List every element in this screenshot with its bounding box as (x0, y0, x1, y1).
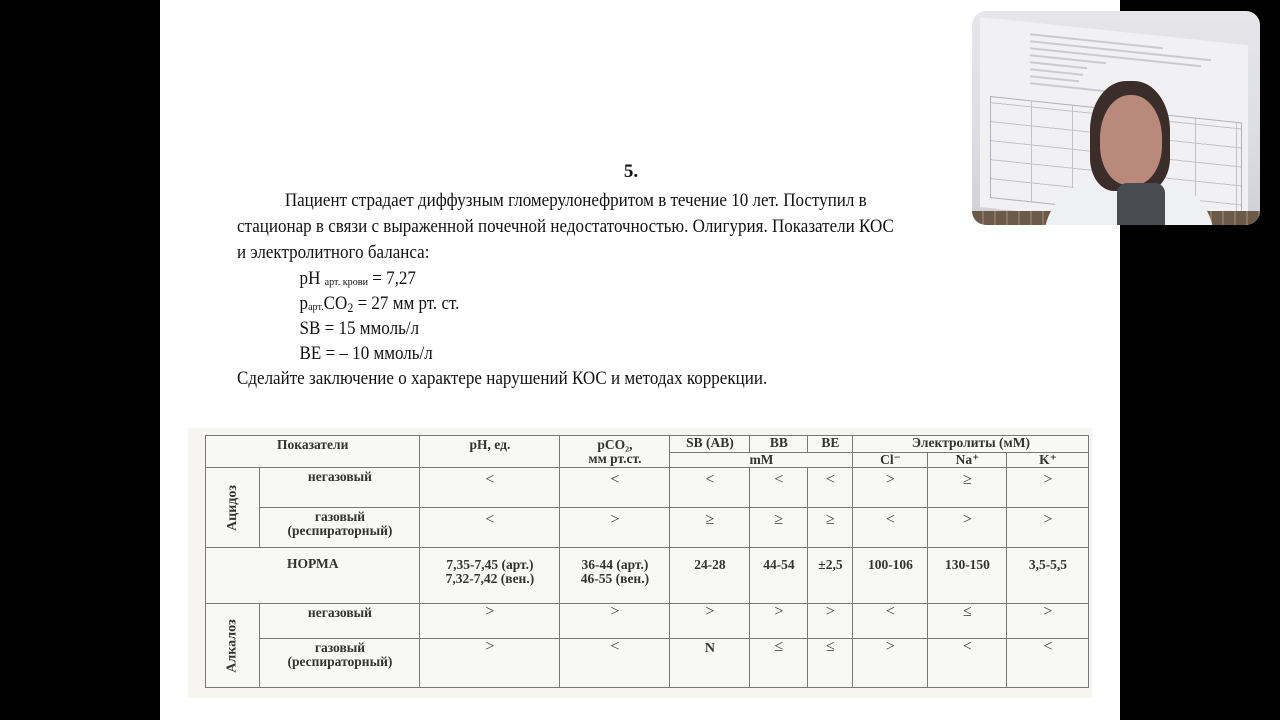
cell-ph: > (420, 639, 560, 688)
cell-be: ≤ (808, 639, 853, 688)
cell-be: ≥ (808, 508, 853, 548)
cell-k: > (1007, 508, 1089, 548)
param-pco2 (300, 291, 900, 316)
ph-value: = 7,27 (368, 269, 416, 289)
group-alkalosis: Алкалоз (206, 604, 260, 688)
cell-k: 3,5-5,5 (1007, 548, 1089, 604)
header-ph: pH, ед. (420, 436, 560, 468)
header-sb: SB (AB) (670, 436, 750, 453)
cell-na: < (928, 639, 1007, 688)
cell-cl: < (853, 508, 928, 548)
table-row (206, 508, 1089, 548)
cell-k: > (1007, 468, 1089, 508)
cell-bb: < (750, 468, 808, 508)
header-pco2: pCO₂, мм рт.ст. (560, 436, 670, 468)
group-acidosis: Ацидоз (206, 468, 260, 548)
cell-ph: > (420, 604, 560, 639)
header-indicators: Показатели (206, 436, 420, 468)
paragraph-line: стационар в связи с выраженной почечной недостаточностью. Олигурия. Показатели КОС (237, 217, 894, 237)
header-be: BE (808, 436, 853, 453)
cell-ph: 7,35-7,45 (арт.) 7,32-7,42 (вен.) (420, 548, 560, 604)
acid-base-table (205, 435, 1089, 688)
cell-na: > (928, 508, 1007, 548)
header-bb: BB (750, 436, 808, 453)
param-ph (300, 266, 900, 291)
cell-be: > (808, 604, 853, 639)
cell-pco2: 36-44 (арт.) 46-55 (вен.) (560, 548, 670, 604)
cell-pco2: < (560, 468, 670, 508)
cell-cl: 100-106 (853, 548, 928, 604)
cell-cl: > (853, 468, 928, 508)
param-sb: SB = 15 ммоль/л (299, 319, 420, 339)
cell-be: ±2,5 (808, 548, 853, 604)
cell-cl: > (853, 639, 928, 688)
header-k: K⁺ (1007, 453, 1089, 468)
reference-table-image (188, 428, 1092, 698)
ph-subscript: арт. крови (324, 276, 369, 288)
table-row (206, 639, 1089, 688)
presenter-scarf (1117, 183, 1165, 225)
presenter-webcam (972, 11, 1260, 225)
paragraph-line: и электролитного баланса: (237, 243, 430, 263)
lab-parameters (300, 266, 900, 366)
paragraph-line: Пациент страдает диффузным гломерулонефритом в течение 10 лет. Поступил в (284, 191, 867, 211)
cell-sb: < (670, 468, 750, 508)
cell-sb: ≥ (670, 508, 750, 548)
presenter-face (1100, 95, 1162, 185)
cell-na: ≤ (928, 604, 1007, 639)
pco2-two: 2 (347, 300, 354, 315)
pco2-value: = 27 мм рт. ст. (353, 294, 460, 314)
pco2-subscript: арт. (308, 301, 324, 313)
cell-bb: > (750, 604, 808, 639)
cell-cl: < (853, 604, 928, 639)
cell-be: < (808, 468, 853, 508)
row-label-norm: НОРМА (206, 548, 420, 604)
cell-bb: 44-54 (750, 548, 808, 604)
pco2-p: p (299, 294, 309, 314)
row-label: негазовый (260, 468, 420, 508)
cell-na: 130-150 (928, 548, 1007, 604)
cell-pco2: > (560, 604, 670, 639)
question: Сделайте заключение о характере нарушений КОС и методах коррекции. (237, 369, 768, 389)
param-be: BE = – 10 ммоль/л (299, 344, 433, 364)
cell-bb: ≤ (750, 639, 808, 688)
table-row-norm (206, 548, 1089, 604)
cell-pco2: < (560, 639, 670, 688)
cell-sb: N (670, 639, 750, 688)
header-mm: mM (670, 453, 853, 468)
cell-ph: < (420, 468, 560, 508)
cell-pco2: > (560, 508, 670, 548)
cell-k: > (1007, 604, 1089, 639)
cell-sb: 24-28 (670, 548, 750, 604)
cell-sb: > (670, 604, 750, 639)
row-label: газовый (респираторный) (260, 508, 420, 548)
row-label: негазовый (260, 604, 420, 639)
pco2-co: CO (323, 294, 348, 314)
cell-ph: < (420, 508, 560, 548)
cell-k: < (1007, 639, 1089, 688)
table-row (206, 468, 1089, 508)
header-cl: Cl⁻ (853, 453, 928, 468)
cell-na: ≥ (928, 468, 1007, 508)
cell-bb: ≥ (750, 508, 808, 548)
table-row (206, 604, 1089, 639)
header-electrolytes: Электролиты (мМ) (853, 436, 1089, 453)
ph-label: pH (299, 269, 321, 289)
task-number: 5. (623, 161, 639, 182)
header-na: Na⁺ (928, 453, 1007, 468)
task-text (237, 188, 899, 392)
row-label: газовый (респираторный) (260, 639, 420, 688)
